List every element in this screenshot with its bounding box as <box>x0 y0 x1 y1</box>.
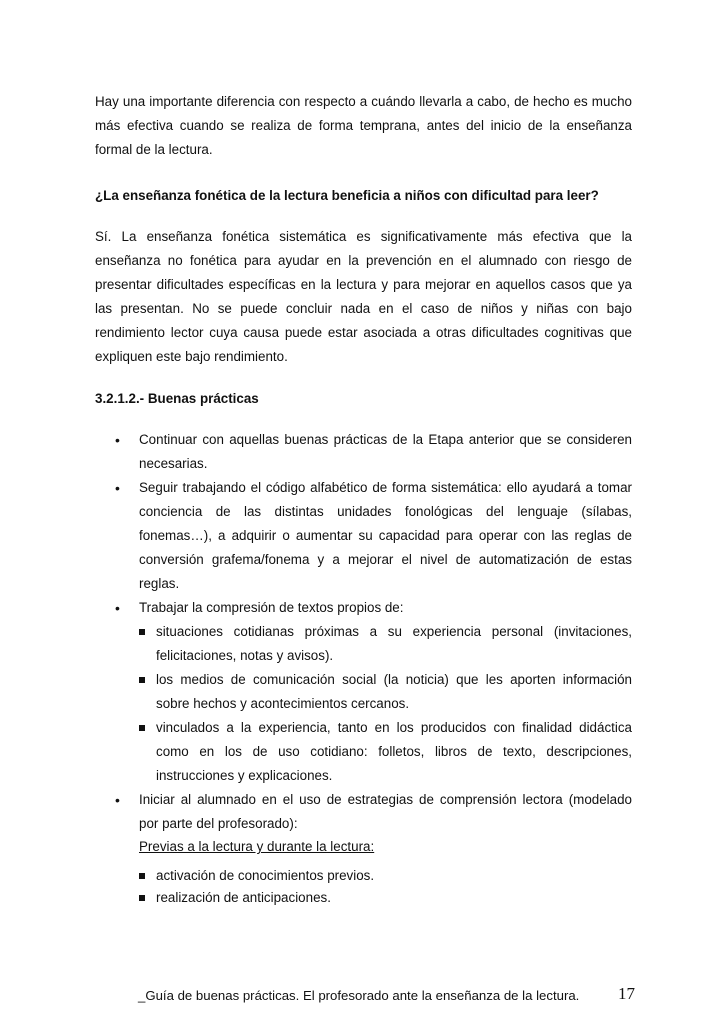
page-number: 17 <box>618 984 635 1003</box>
square-bullet-icon <box>139 725 145 731</box>
text-line: Iniciar al alumnado en el uso de estrategias de comprensión lectora (modelado <box>139 792 632 807</box>
text-line: reglas. <box>139 576 180 591</box>
page-footer <box>138 986 638 1006</box>
text-line: conversión grafema/fonema y a mejorar el nivel de automatización de estas <box>139 552 632 567</box>
text-line: rendimiento lector cuya causa puede estar asociada a otras dificultades cognitivas que <box>95 325 632 340</box>
question-heading: ¿La enseñanza fonética de la lectura beneficia a niños con dificultad para leer? <box>95 188 599 203</box>
text-line: más efectiva cuando se realiza de forma temprana, antes del inicio de la enseñanza <box>95 118 632 133</box>
text-line: necesarias. <box>139 456 208 471</box>
text-line: presentar dificultades específicas en la lectura y para mejorar en aquellos casos que ya <box>95 277 632 292</box>
bullet-icon: • <box>115 600 120 616</box>
square-bullet-icon <box>139 629 145 635</box>
text-line: realización de anticipaciones. <box>156 890 331 905</box>
bullet-icon: • <box>115 792 120 808</box>
text-line: instrucciones y explicaciones. <box>156 768 333 783</box>
sub-list-item-text <box>156 886 632 910</box>
sub-list-item-text <box>156 716 632 788</box>
answer-paragraph <box>95 225 632 369</box>
text-line: expliquen este bajo rendimiento. <box>95 349 288 364</box>
bullet-icon: • <box>115 480 120 496</box>
square-bullet-icon <box>139 873 145 879</box>
text-line: Seguir trabajando el código alfabético de forma sistemática: ello ayudará a tomar <box>139 480 632 495</box>
list-item-text <box>139 596 632 620</box>
text-line: Sí. La enseñanza fonética sistemática es significativamente más efectiva que la <box>95 229 632 244</box>
text-line: como en los de uso cotidiano: folletos, libros de texto, descripciones, <box>156 744 632 759</box>
bullet-icon: • <box>115 432 120 448</box>
text-line: los medios de comunicación social (la noticia) que les aporten información <box>156 672 632 687</box>
list-item-text <box>139 476 632 596</box>
text-line: enseñanza no fonética para ayudar en la prevención en el alumnado con riesgo de <box>95 253 632 268</box>
square-bullet-icon <box>139 677 145 683</box>
sub-list-item-text <box>156 864 632 888</box>
section-title: 3.2.1.2.- Buenas prácticas <box>95 391 259 406</box>
text-line: por parte del profesorado): <box>139 816 298 831</box>
text-line: formal de la lectura. <box>95 142 213 157</box>
text-line: fonemas…), a adquirir o aumentar su capacidad para operar con las reglas de <box>139 528 632 543</box>
text-line: vinculados a la experiencia, tanto en los producidos con finalidad didáctica <box>156 720 632 735</box>
text-line: Continuar con aquellas buenas prácticas de la Etapa anterior que se consideren <box>139 432 632 447</box>
text-line: situaciones cotidianas próximas a su experiencia personal (invitaciones, <box>156 624 632 639</box>
subheading: Previas a la lectura y durante la lectura: <box>139 839 375 854</box>
sub-list-item-text <box>156 668 632 716</box>
text-line: conciencia de las distintas unidades fonológicas del lenguaje (sílabas, <box>139 504 632 519</box>
intro-paragraph <box>95 90 632 162</box>
text-line: Hay una importante diferencia con respecto a cuándo llevarla a cabo, de hecho es mucho <box>95 94 632 109</box>
text-line: Trabajar la compresión de textos propios de: <box>139 600 404 615</box>
text-line: sobre hechos y acontecimientos cercanos. <box>156 696 410 711</box>
footer-text: _Guía de buenas prácticas. El profesorado ante la enseñanza de la lectura. <box>138 988 580 1003</box>
text-line: las presentan. No se puede concluir nada en el caso de niños y niñas con bajo <box>95 301 632 316</box>
list-item-text <box>139 428 632 476</box>
square-bullet-icon <box>139 895 145 901</box>
list-item-text <box>139 788 632 836</box>
text-line: felicitaciones, notas y avisos). <box>156 648 334 663</box>
text-line: activación de conocimientos previos. <box>156 868 375 883</box>
sub-list-item-text <box>156 620 632 668</box>
